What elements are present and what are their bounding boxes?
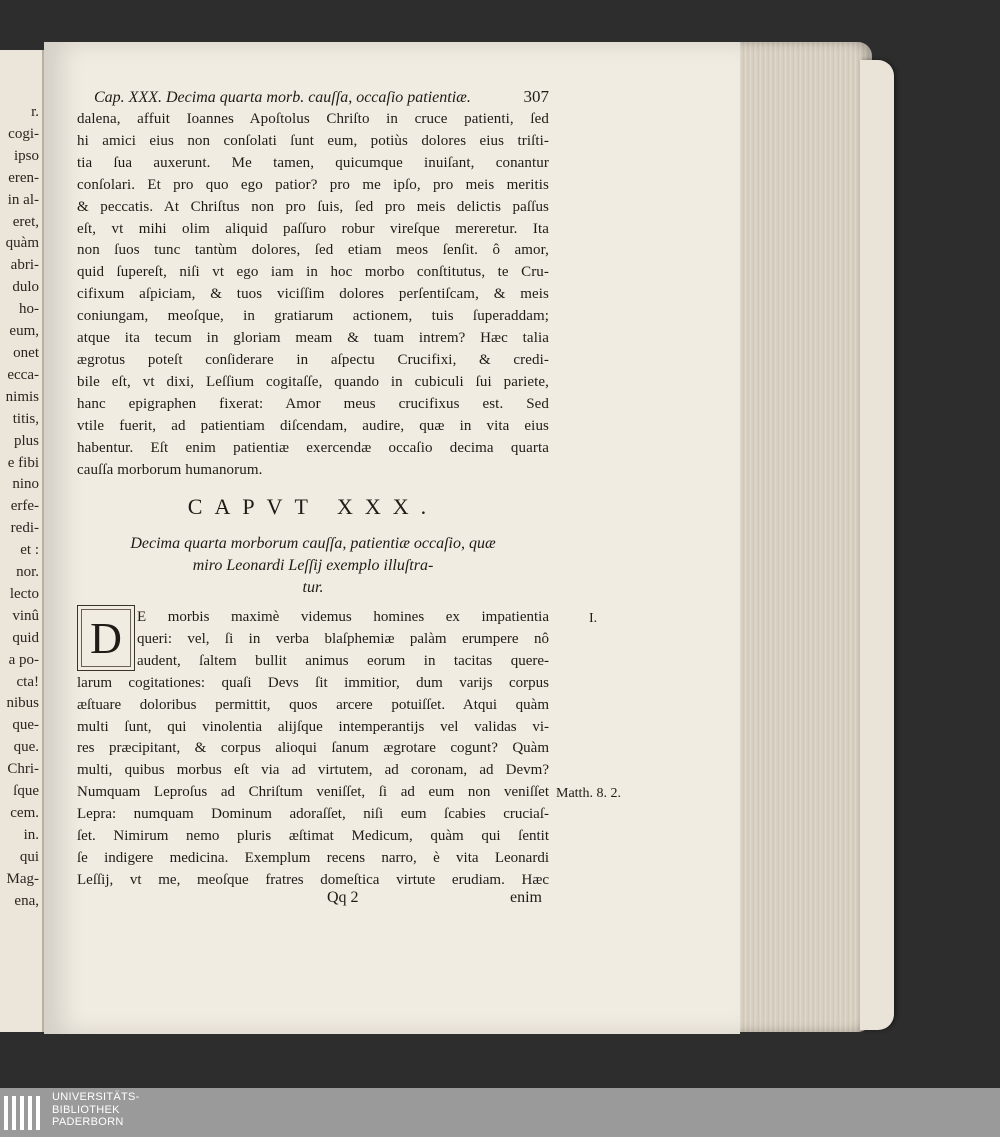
running-head-title: Cap. XXX. Decima quarta morb. cauſſa, occaſio patientiæ. [94,89,471,106]
text-line: cifixum aſpiciam, & tuos viciſſim dolores perſentiſcam, & meis [77,286,549,303]
library-name-line: BIBLIOTHEK [52,1103,120,1116]
text-line: ſe indigere medicina. Exemplum recens narro, è vita Leonardi [77,849,549,866]
text-line: E morbis maximè videmus homines ex impatientia [137,609,549,625]
text-line: tia ſua auxerunt. Me tamen, quicumque inuiſant, conantur [77,154,549,171]
text-line: hanc epigraphen fixerat: Amor meus crucifixus est. Sed [77,395,549,412]
decorated-initial: D [77,605,135,671]
left-page-fragment: cogi- [8,125,39,142]
left-page-fragment: qui [19,848,39,865]
page-block-edges [732,42,872,1032]
left-page-fragment: eren- [8,169,39,186]
signature-mark: Qq 2 [327,889,359,906]
left-page-fragment: in. [23,826,39,843]
left-page-fragment: que. [13,739,39,756]
margin-section-number: I. [589,611,598,626]
left-page-edge [0,50,44,1032]
left-page-fragment: ipso [13,147,39,164]
text-line: res præcipitant, & corpus alioqui ſanum ægrotare cogunt? Quàm [77,740,549,757]
left-page-fragment: quid [12,629,39,646]
text-line: larum cogitationes: quaſi Devs ſit immitior, dum varijs corpus [77,674,549,691]
page-number: 307 [523,87,549,106]
left-page-fragment: in al- [7,191,39,208]
left-page-fragment: r. [31,104,39,120]
text-line: cauſſa morborum humanorum. [77,461,263,478]
left-page-fragment: erfe- [10,498,39,515]
left-page-fragment: ecca- [7,366,39,383]
left-page-fragment: ho- [19,301,39,318]
left-page-fragment: ena, [14,892,39,909]
chapter-title: CAPVT XXX. [187,494,439,519]
left-page-fragment: redi- [10,520,39,537]
left-page-fragment: dulo [12,279,39,296]
left-page-fragment: eum, [9,323,39,340]
text-line: non ſuos tunc tantùm dolores, ſed etiam meos ſenſit. ô amor, [77,242,549,259]
left-page-fragment: que- [12,717,39,734]
text-line: dalena, affuit Ioannes Apoſtolus Chriſto in cruce patienti, ſed [77,111,549,127]
library-name-line: PADERBORN [52,1116,124,1128]
text-line: Lepra: numquam Dominum adoraſſet, niſi eum ſcabies cruciaſ- [77,806,549,823]
text-line: queri: vel, ſi in verba blaſphemiæ palàm erumpere nô [137,630,549,647]
body-text-top [77,109,549,481]
text-line: vtile fuerit, ad patientiam diſcendam, audire, quæ in vita eius [77,417,549,434]
text-line: audent, ſaltem bullit animus eorum in tacitas quere- [137,652,549,669]
left-page-fragment: abri- [10,257,39,274]
chapter-subtitle [77,533,549,599]
left-page-fragment: e fibi [7,454,39,471]
text-line: coniungam, meoſque, in gratiarum actionem, tuis ſuperaddam; [77,308,549,325]
library-name [52,1091,140,1129]
subtitle-line: miro Leonardi Leſſij exemplo illuſtra- [192,557,434,574]
left-page-fragment: titis, [12,410,39,427]
text-line: bile eſt, vt dixi, Leſſium cogitaſſe, quando in cubiculi ſui pariete, [77,373,549,390]
left-page-fragment: Chri- [7,761,39,778]
left-page-fragment: lecto [9,585,39,602]
text-line: hi amici eius non conſolati ſunt eum, potiùs dolores eius triſti- [77,132,549,149]
left-page-fragment: et : [20,542,39,559]
body-text-chapter [77,607,549,892]
text-line: æſtuare doloribus permittit, quos arcere potuiſſet. Atqui quàm [77,696,549,713]
left-page-fragment: nibus [6,695,39,712]
right-page [44,42,740,1034]
left-page-fragment: vinû [12,607,39,624]
subtitle-line: Decima quarta morborum cauſſa, patientiæ occaſio, quæ [130,535,496,552]
text-line: ægrotus poteſt conſiderare in aſpectu Crucifixi, & credi- [77,351,549,368]
left-page-fragment: cta! [16,673,39,690]
text-line: multi, quibus morbus eſt via ad virtutem, ad coronam, ad Devm? [77,762,549,779]
text-line: Numquam Leproſus ad Chriſtum veniſſet, ſi ad eum non veniſſet [77,784,549,801]
left-page-fragments [6,102,39,913]
text-line: Leſſij, vt me, meoſque fratres domeſtica virtute erudiam. Hæc [77,871,549,888]
left-page-fragment: plus [13,432,39,449]
text-line: ſet. Nimirum nemo pluris æſtimat Medicum, quàm qui ſentit [77,828,549,845]
left-page-fragment: onet [13,344,39,361]
library-logo-icon [2,1092,46,1134]
left-page-fragment: nimis [5,388,39,405]
margin-reference: Matth. 8. 2. [556,786,621,801]
running-head [94,87,549,107]
left-page-fragment: quàm [5,235,39,252]
catchword: enim [510,889,542,906]
text-line: eſt, vt mihi olim aliquid paſſuro robur vireſque mereretur. Ita [77,220,549,237]
left-page-fragment: a po- [8,651,39,668]
text-line: multi ſunt, qui vinolentia alijſque intemperantijs vel validas vi- [77,718,549,735]
library-name-line: UNIVERSITÄTS- [52,1091,140,1103]
text-line: conſolari. Et pro quo ego patior? pro me ipſo, pro meis meritis [77,176,549,193]
text-line: atque ita tecum in gloriam meam & tuam intrem? Hæc talia [77,330,549,347]
left-page-fragment: Mag- [6,870,39,887]
subtitle-line: tur. [302,579,324,596]
left-page-fragment: nino [12,476,39,493]
text-line: habentur. Eſt enim patientiæ exercendæ occaſio decima quarta [77,439,549,456]
left-page-fragment: nor. [16,564,39,581]
left-page-fragment: ſque [13,783,39,800]
text-line: & peccatis. At Chriſtus non pro ſuis, ſed pro meis delictis paſſus [77,198,549,215]
footer-bar [0,1088,1000,1137]
left-page-fragment: eret, [12,213,39,230]
text-line: quid ſupereſt, niſi vt ego iam in hoc morbo conſtitutus, te Cru- [77,264,549,281]
left-page-fragment: cem. [10,805,39,821]
book-cover-edge [860,60,894,1030]
